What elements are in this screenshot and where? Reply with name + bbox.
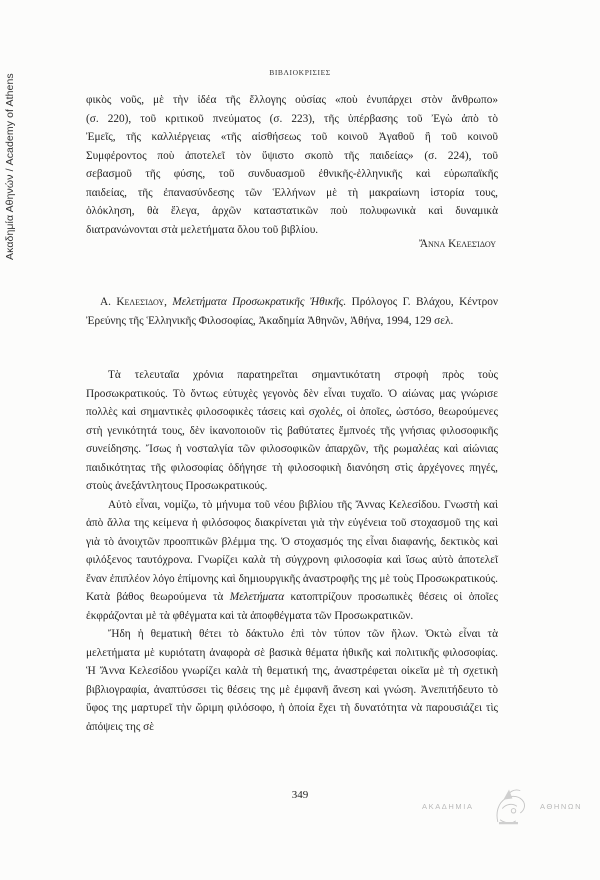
text-line: Ἐμεῖς, τῆς καλλιέργειας «τῆς αἰσθήσεως τοῦ κοινοῦ Ἀγαθοῦ ἢ τοῦ κοινοῦ — [86, 131, 498, 143]
page-number: 349 — [291, 789, 309, 801]
citation-author: Α. Κελεσίδου, — [100, 296, 167, 308]
book-citation — [86, 293, 498, 330]
academy-athena-logo — [490, 772, 546, 844]
paragraph: Τὰ τελευταῖα χρόνια παρατηρεῖται σημαντικότατη στροφὴ πρὸς τοὺς Προσωκρατικούς. Τὸ ὄντως εὐτυχὲς γεγονὸς δὲν εἶναι τυχαῖο. Ὁ αἰώνας μας γνώρισε πολλὲς καὶ σημαντικὲς φιλοσοφικὲς τάσεις καὶ σχολές, οἱ ὁποῖες, ὡστόσο, θεωρούμενες στὴ γενικότητά τους, δὲν ἱκανοποιοῦν τὶς βαθύτατες ἔμπνοές τῆς γνήσιας φιλοσοφικῆς συνείδησης. Ἴσως ἡ νοσταλγία τῶν φιλοσοφικῶν ἀπαρχῶν, τῆς ρωμαλέας καὶ αἰώνιας παιδικότητας τῆς φιλοσοφίας ὁδήγησε τὴ φιλοσοφικὴ διανόηση στὶς ἀρχέγονες πηγές, στοὺς ἀνεξάντλητους Προσωκρατικούς. — [86, 369, 498, 492]
text-line: παιδείας, τῆς ἐπανασύνδεσης τῶν Ἑλλήνων μὲ τὴ μακραίωνη ἱστορία τους, — [86, 186, 498, 199]
text-line: σεβασμοῦ τῆς φύσης, τοῦ συνδυασμοῦ ἐθνικῆς-ἑλληνικῆς καὶ εὐρωπαϊκῆς — [86, 168, 498, 180]
book-title-italic: Μελετήματα — [229, 591, 285, 603]
reviewer-signature: Ἄννα Κελεσίδου — [419, 238, 496, 250]
paragraph — [86, 496, 498, 626]
text-line: φικὸς νοῦς, μὲ τὴν ἰδέα τῆς ἔλλογης οὐσίας «ποὺ ἐνυπάρχει στὸν ἄνθρωπο» — [86, 94, 498, 106]
citation-details: Πρόλογος Γ. Βλάχου, Κέντρον Ἐρεύνης τῆς Ἑλληνικῆς Φιλοσοφίας, Ἀκαδημία Ἀθηνῶν, Ἀθήνα, 1994, 129 σελ. — [86, 296, 499, 327]
text-line: διατρανώνονται στὰ μελετήματα ὅλου τοῦ βιβλίου. — [86, 223, 319, 236]
archive-watermark-text: Ακαδημία Αθηνών / Academy of Athens — [4, 73, 16, 260]
citation-title: Μελετήματα Προσωκρατικῆς Ἠθικῆς. — [172, 296, 347, 308]
paragraph-text: κατοπτρίζουν προσωπικὲς θέσεις οἱ ὁποῖες ἐκφράζονται μὲ τὰ φθέγματα καὶ τὰ ἀποφθέγματα τῶν Προσωκρατικῶν. — [86, 591, 499, 622]
paragraph: Ἤδη ἡ θεματικὴ θέτει τὸ δάκτυλο ἐπὶ τὸν τύπον τῶν ἥλων. Ὀκτὼ εἶναι τὰ μελετήματα μὲ κυριότατη ἀναφορὰ σὲ βασικὰ θέματα ἠθικῆς καὶ πολιτικῆς φιλοσοφίας. Ἡ Ἄννα Κελεσίδου γνωρίζει καλὰ τὴ θεματική της, ἀναστρέφεται οἰκεῖα μὲ τὴ σχετικὴ βιβλιογραφία, ἀναπτύσσει τὶς θέσεις της μὲ ἐμφανῆ ἄνεση καὶ γνώση. Ἀνεπιτήδευτο τὸ ὕφος της μαρτυρεῖ τὴν ὥριμη φιλόσοφο, ἡ ὁποία ἔχει τὴ δυνατότητα νὰ παρουσιάζει τὶς ἀπόψεις της σὲ — [86, 628, 498, 733]
previous-review-tail — [86, 91, 498, 239]
text-line: (σ. 220), τοῦ κριτικοῦ πνεύματος (σ. 223), τῆς ὑπέρβασης τοῦ Ἐγὼ ἀπὸ τὸ — [86, 112, 498, 125]
running-head: ΒΙΒΛΙΟΚΡΙΣΙΕΣ — [269, 68, 331, 77]
academy-logo-left-word: ΑΚΑΔΗΜΙΑ — [422, 802, 474, 811]
text-line: Συμφέροντος ποὺ ἀποτελεῖ τὸν ὕψιστο σκοπὸ τῆς παιδείας» (σ. 224), τοῦ — [86, 149, 498, 162]
text-line: ὁλόκληση, θὰ ἔλεγα, ἀρχῶν καταστατικῶν ποὺ πολυφωνικὰ καὶ δυναμικὰ — [86, 205, 498, 217]
review-body — [86, 366, 498, 736]
academy-logo-right-word: ΑΘΗΝΩΝ — [540, 802, 583, 811]
paragraph-text: Αὐτὸ εἶναι, νομίζω, τὸ μήνυμα τοῦ νέου βιβλίου τῆς Ἄννας Κελεσίδου. Γνωστὴ καὶ ἀπὸ ἄλλα της κείμενα ἡ φιλόσοφος διακρίνεται γιὰ τὴν εὐγένεια τοῦ στοχασμοῦ της καὶ γιὰ τὸ ἀνοιχτῶν προοπτικῶν βλέμμα της. Ὁ στοχασμός της εἶναι διαφανής, δεκτικὸς καὶ φιλόξενος ταυτόχρονα. Γνωρίζει καλὰ τὴ σύγχρονη φιλοσοφία καὶ ἴσως αὐτὸ ἀποτελεῖ ἕναν ἐπιπλέον λόγο ἐπίμονης καὶ δημιουργικῆς ἀναστροφῆς της μὲ τοὺς Προσωκρατικούς. Κατὰ βάθος θεωρούμενα τὰ — [86, 498, 498, 603]
